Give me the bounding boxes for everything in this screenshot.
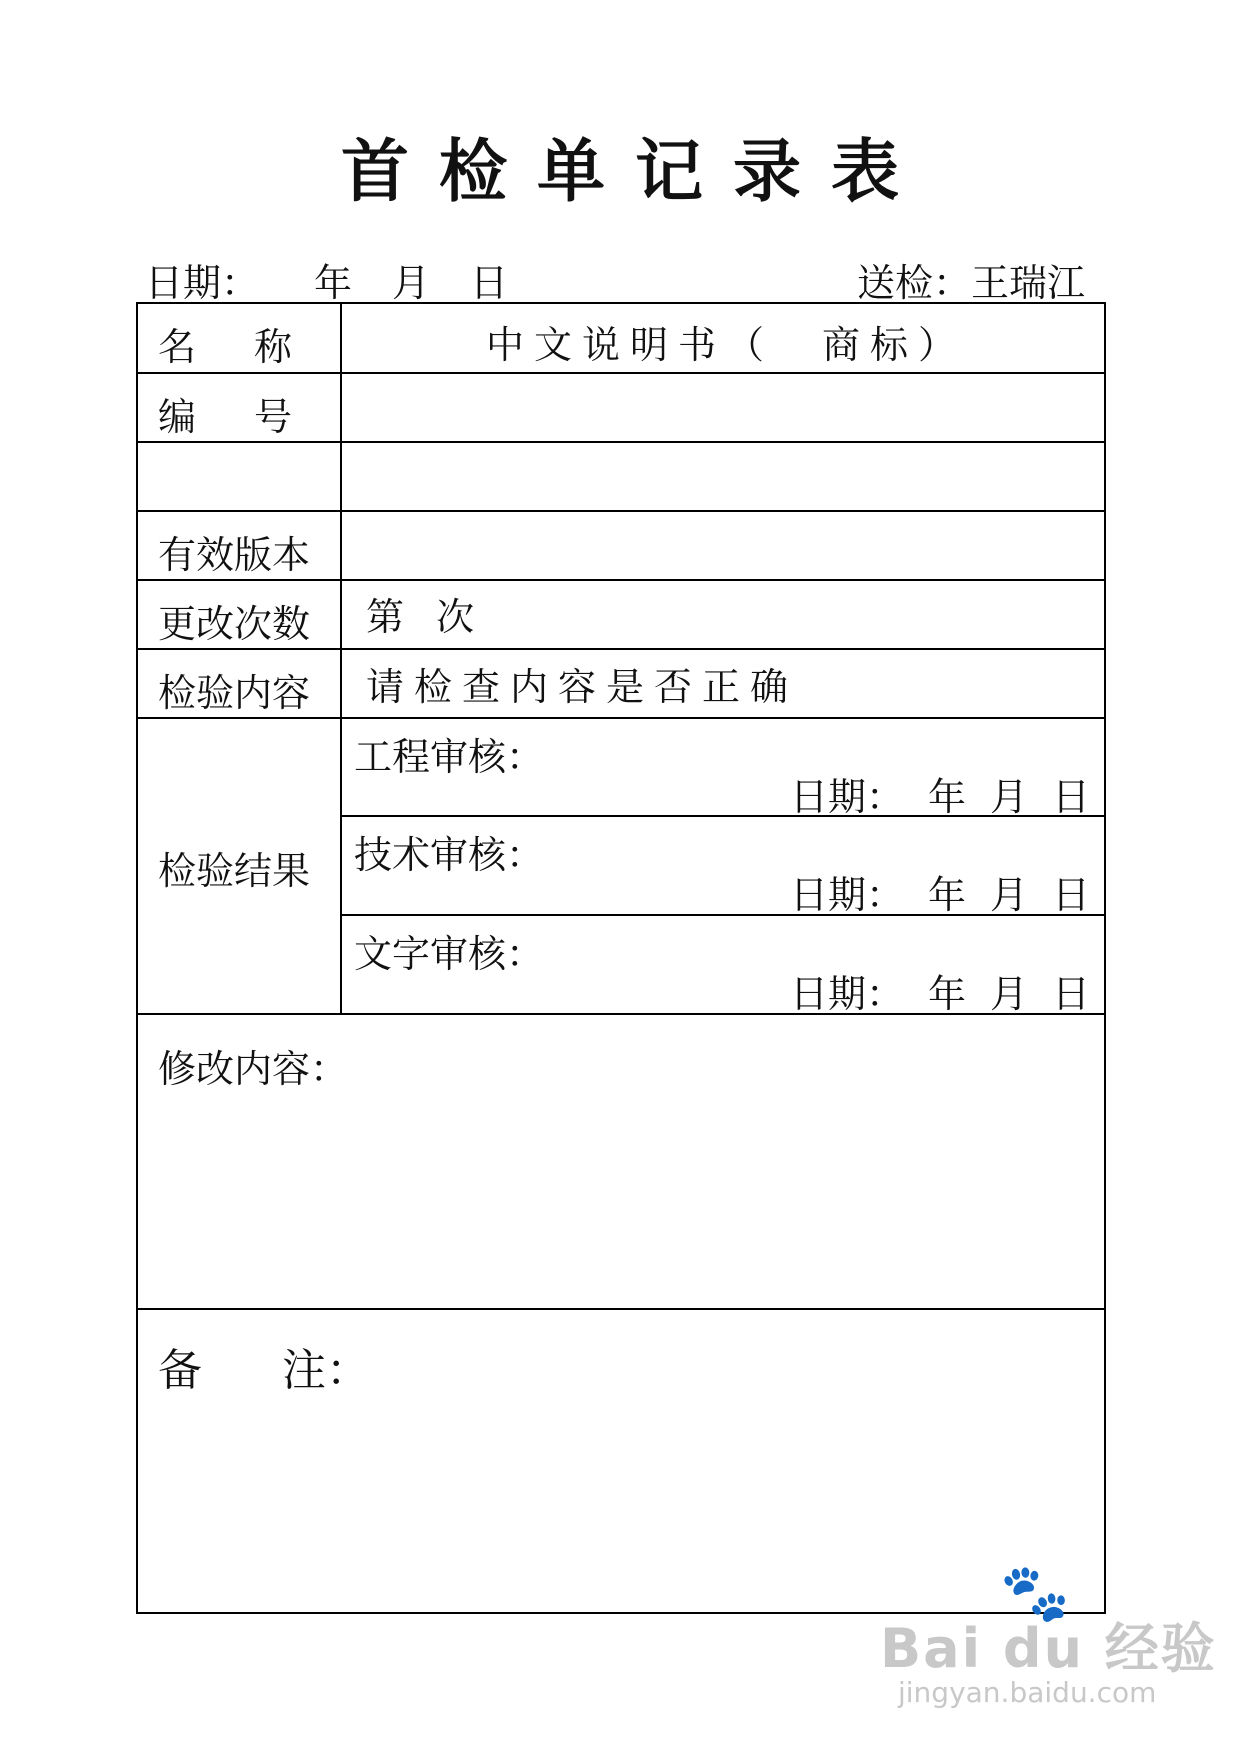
result-label: 检验结果: [158, 849, 311, 893]
header-year: 年: [314, 261, 353, 305]
row-divider: [138, 648, 1104, 650]
remarks-label-first: 备: [158, 1345, 202, 1396]
content-label: 检验内容: [158, 671, 311, 715]
review-date-label: 日期：: [789, 873, 904, 917]
version-label: 有效版本: [158, 533, 311, 577]
row-divider: [138, 441, 1104, 443]
row-divider: [138, 510, 1104, 512]
row-divider: [138, 579, 1104, 581]
watermark-brand: Bai du 经验: [880, 1617, 1217, 1680]
revision-value: 第 次: [366, 595, 485, 639]
remarks-label-second: 注：: [282, 1345, 370, 1396]
review-day: 日: [1051, 972, 1090, 1016]
row-divider: [138, 717, 1104, 719]
number-label: 编号: [158, 395, 351, 439]
review-month: 月: [989, 775, 1028, 819]
watermark-url: jingyan.baidu.com: [898, 1676, 1157, 1709]
review-year: 年: [927, 972, 966, 1016]
row-divider: [138, 1308, 1104, 1310]
review-date-label: 日期：: [789, 775, 904, 819]
header-month: 月: [392, 261, 431, 305]
review-day: 日: [1051, 775, 1090, 819]
technical-review-date: [790, 864, 1090, 919]
header-date-label: 日期：: [145, 261, 260, 305]
baidu-watermark: [880, 1561, 1217, 1718]
engineering-review-date: [790, 766, 1090, 821]
name-label: 名称: [158, 325, 351, 369]
row-divider: [138, 372, 1104, 374]
text-review-date: [790, 963, 1090, 1018]
text-review-label: 文字审核：: [354, 932, 545, 976]
paw-icon: 🐾: [1000, 1561, 1070, 1626]
review-month: 月: [989, 873, 1028, 917]
review-date-label: 日期：: [789, 972, 904, 1016]
header-day: 日: [470, 261, 509, 305]
name-value: 中文说明书（ 商标）: [486, 323, 967, 367]
page-title: 首检单记录表: [340, 133, 929, 212]
header-sender: 送检：王瑞江: [856, 261, 1085, 305]
record-table: [136, 302, 1106, 1614]
review-day: 日: [1051, 873, 1090, 917]
header-date: [145, 252, 508, 307]
engineering-review-label: 工程审核：: [354, 735, 545, 779]
revision-label: 更改次数: [158, 602, 311, 646]
review-year: 年: [927, 775, 966, 819]
technical-review-label: 技术审核：: [354, 833, 545, 877]
review-month: 月: [989, 972, 1028, 1016]
review-year: 年: [927, 873, 966, 917]
modify-content-label: 修改内容：: [158, 1047, 349, 1091]
content-value: 请检查内容是否正确: [366, 665, 799, 709]
